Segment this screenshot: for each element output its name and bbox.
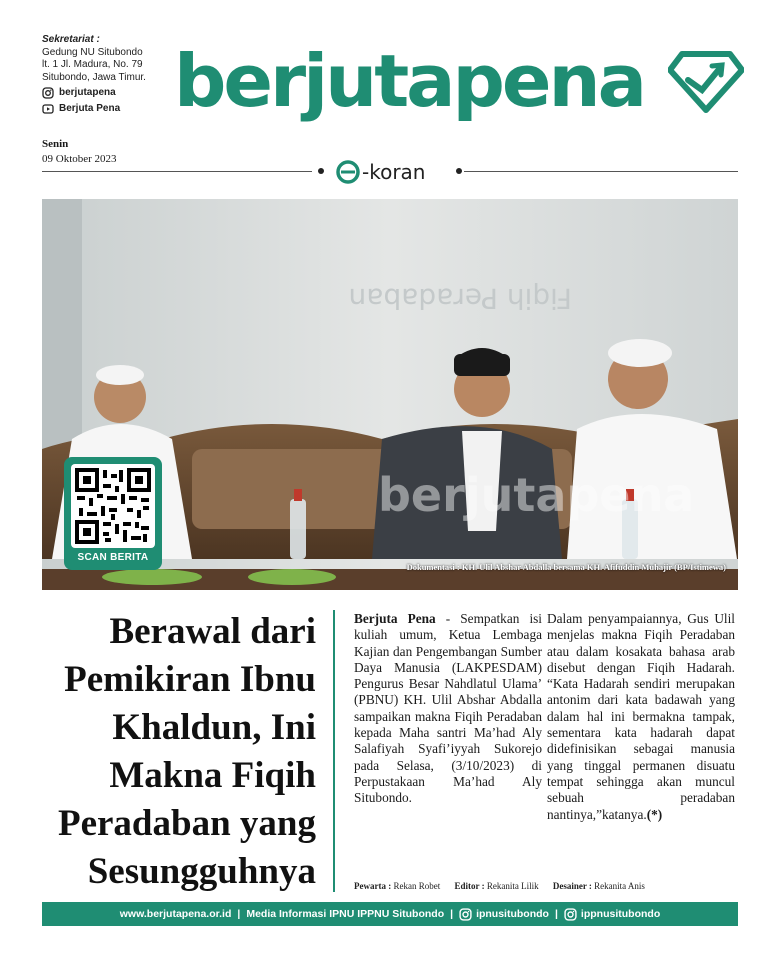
qr-label: SCAN BERITA <box>77 552 149 563</box>
footer-separator: | <box>237 908 241 920</box>
address-line-3: Situbondo, Jawa Timur. <box>42 71 146 83</box>
secretariat-title: Sekretariat : <box>42 34 100 45</box>
article-headline: Berawal dari Pemikiran Ibnu Khaldun, Ini Makna Fiqih Peradaban yang Sesungguhnya <box>57 611 316 892</box>
youtube-icon <box>42 103 54 115</box>
event-photo <box>42 199 738 590</box>
column-1-text: - Sempatkan isi kuliah umum, Ketua Lembaga Kajian dan Pengembangan Sumber Daya Manusia (LAKPESDAM) Pengurus Besar Nahdlatul Ulama’ (PBNU) KH. Ulil Abshar Abdalla sampaikan makna Fiqih Peradaban kepada Maha santri Ma’had Aly Salafiyah Syafi’iyyah Sukorejo pada Selasa, (3/10/2023) di Perpustakaan Ma’had Aly Situbondo. <box>354 611 543 806</box>
designer-name: Rekanita Anis <box>594 881 645 891</box>
lead-source: Berjuta Pena <box>354 611 436 626</box>
instagram-icon <box>42 87 54 99</box>
footer-website[interactable]: www.berjutapena.or.id <box>119 908 232 920</box>
photo-caption: Dokumentasi : KH. Ulil Abshar Abdalla bersama KH. Afifuddin Muhajir (BP/Istimewa) <box>406 562 726 572</box>
qr-code[interactable] <box>71 464 155 548</box>
column-2-text: Dalam penyampaiannya, Gus Ulil menjelas makna Fiqih Peradaban atau dalam kosakata bahasa arab disebut dengan Fiqih Hadarah. “Kata Hadarah sendiri merupakan antonim dari kata badawah yang dalam hal ini bermakna tampak, sementara kata hadarah dapat didefinisikan sebagai manusia yang tinggal permanen disuatu tempat sehingga akan muncul sebuah peradaban nantinya,”katanya. <box>547 611 735 822</box>
date-block <box>42 137 117 167</box>
editor-name: Rekanita Lilik <box>486 881 539 891</box>
editor-label: Editor : <box>454 881 485 891</box>
qr-scan-box[interactable] <box>64 457 162 570</box>
secretariat-info <box>42 34 172 115</box>
header-divider-left <box>42 171 312 172</box>
divider-dot-left <box>318 168 324 174</box>
svg-text:Fiqih Peradaban: Fiqih Peradaban <box>348 282 572 315</box>
footer-instagram-ippnu[interactable]: ippnusitubondo <box>580 908 661 920</box>
instagram-icon <box>459 908 472 921</box>
diamond-arrow-icon <box>668 50 744 119</box>
article-column-2 <box>547 611 735 823</box>
divider-dot-right <box>456 168 462 174</box>
article-credits <box>354 881 657 891</box>
address-line-2: lt. 1 Jl. Madura, No. 79 <box>42 59 143 70</box>
writer-label: Pewarta : <box>354 881 392 891</box>
writer-name: Rekan Robet <box>393 881 441 891</box>
column-divider <box>333 610 335 892</box>
footer-tagline: Media Informasi IPNU IPPNU Situbondo <box>246 908 445 920</box>
article-column-1 <box>354 611 542 807</box>
ekoran-text: -koran <box>362 160 426 184</box>
header-divider-right <box>464 171 738 172</box>
berjutapena-logo <box>174 30 654 139</box>
photo-watermark: berjutapena <box>378 468 695 522</box>
instagram-icon <box>564 908 577 921</box>
footer-instagram-ipnu[interactable]: ipnusitubondo <box>476 908 549 920</box>
footer-separator: | <box>450 908 454 920</box>
day-label: Senin <box>42 138 69 150</box>
footer-separator: | <box>554 908 558 920</box>
footer-bar <box>42 902 738 926</box>
address-line-1: Gedung NU Situbondo <box>42 46 143 58</box>
logo-text: berjutapena <box>174 39 644 123</box>
ekoran-label <box>336 158 446 191</box>
end-mark: (*) <box>646 806 663 822</box>
youtube-link[interactable] <box>42 103 172 116</box>
youtube-channel: Berjuta Pena <box>59 102 121 114</box>
instagram-link[interactable] <box>42 87 172 100</box>
designer-label: Desainer : <box>552 881 592 891</box>
date-label: 09 Oktober 2023 <box>42 153 117 165</box>
instagram-handle: berjutapena <box>59 87 116 98</box>
